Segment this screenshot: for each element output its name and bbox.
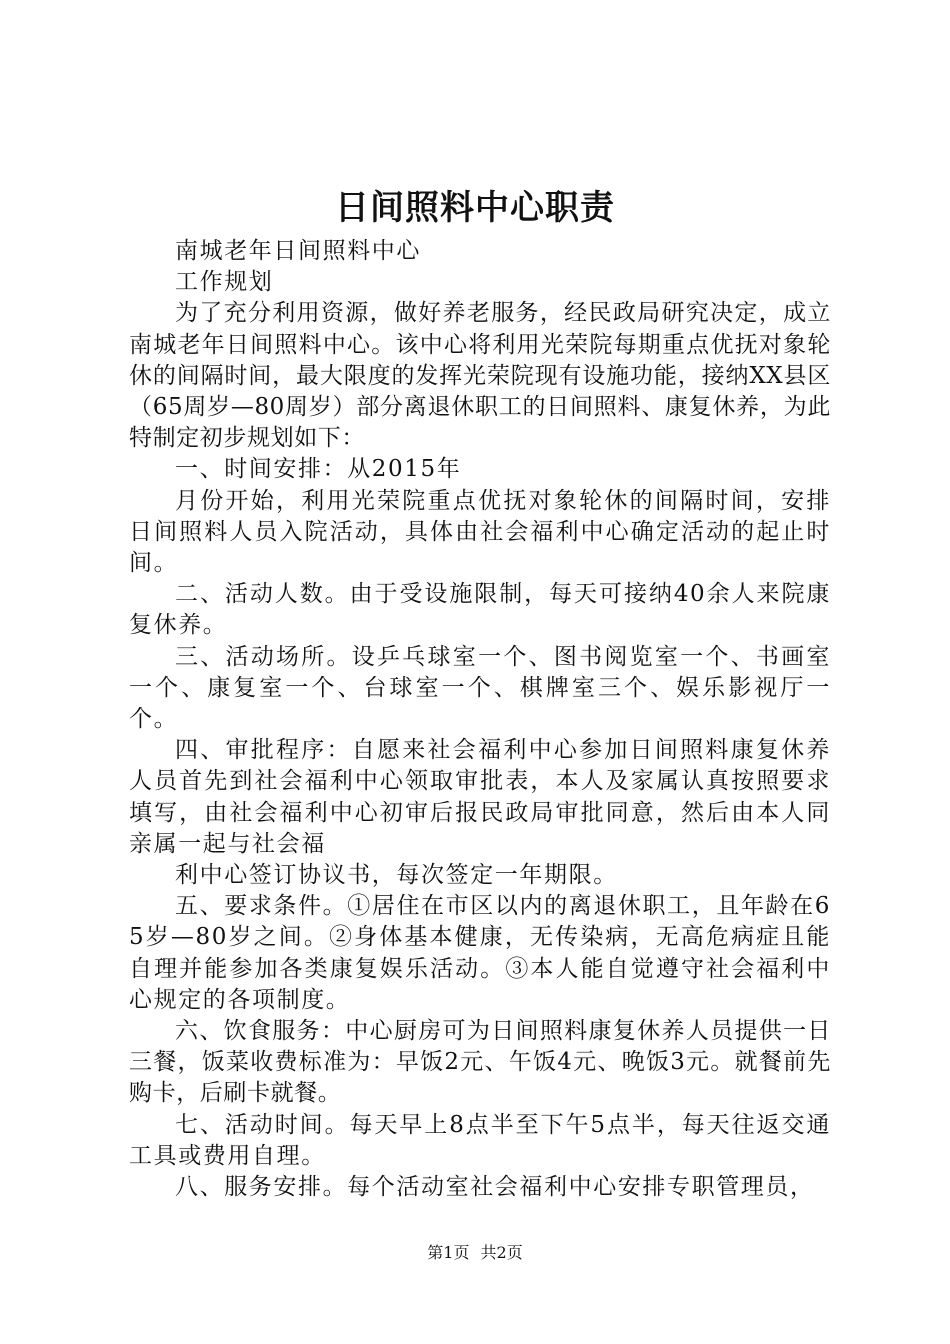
document-body [129, 236, 831, 1203]
page-number: 第1页 [427, 1243, 470, 1262]
paragraph-section-4: 四、审批程序：自愿来社会福利中心参加日间照料康复休养人员首先到社会福利中心领取审批表，本人及家属认真按照要求填写，由社会福利中心初审后报民政局审批同意，然后由本人同亲属一起与社会福 [129, 737, 831, 857]
page-footer [0, 1242, 950, 1264]
document-title: 日间照料中心职责 [335, 188, 615, 228]
paragraph-section-7: 七、活动时间。每天早上8点半至下午5点半，每天往返交通工具或费用自理。 [129, 1111, 831, 1169]
paragraph-section-4-cont: 利中心签订协议书，每次签定一年期限。 [175, 862, 618, 889]
paragraph-org-name: 南城老年日间照料中心 [175, 238, 421, 264]
paragraph-section-1-body: 月份开始，利用光荣院重点优抚对象轮休的间隔时间，安排日间照料人员入院活动，具体由社会福利中心确定活动的起止时间。 [129, 487, 831, 577]
paragraph-section-8: 八、服务安排。每个活动室社会福利中心安排专职管理员， [175, 1174, 815, 1201]
paragraph-section-5: 五、要求条件。①居住在市区以内的离退休职工，且年龄在65岁—80岁之间。②身体基本健康，无传染病，无高危病症且能自理并能参加各类康复娱乐活动。③本人能自觉遵守社会福利中心规定的各项制度。 [129, 893, 831, 1013]
paragraph-section-2: 二、活动人数。由于受设施限制，每天可接纳40余人来院康复休养。 [129, 581, 831, 639]
paragraph-plan-heading: 工作规划 [175, 269, 274, 296]
paragraph-section-1-heading: 一、时间安排：从2015年 [175, 456, 462, 483]
paragraph-section-3: 三、活动场所。设乒乓球室一个、图书阅览室一个、书画室一个、康复室一个、台球室一个、棋牌室三个、娱乐影视厅一个。 [129, 643, 831, 733]
paragraph-section-6: 六、饮食服务：中心厨房可为日间照料康复休养人员提供一日三餐，饭菜收费标准为：早饭2元、午饭4元、晚饭3元。就餐前先购卡，后刷卡就餐。 [129, 1018, 831, 1107]
paragraph-intro: 为了充分利用资源，做好养老服务，经民政局研究决定，成立南城老年日间照料中心。该中心将利用光荣院每期重点优抚对象轮休的间隔时间，最大限度的发挥光荣院现有设施功能，接纳XX县区（65周岁—80周岁）部分离退休职工的日间照料、康复休养，为此特制定初步规划如下： [129, 300, 831, 452]
page-total: 共2页 [480, 1243, 523, 1262]
